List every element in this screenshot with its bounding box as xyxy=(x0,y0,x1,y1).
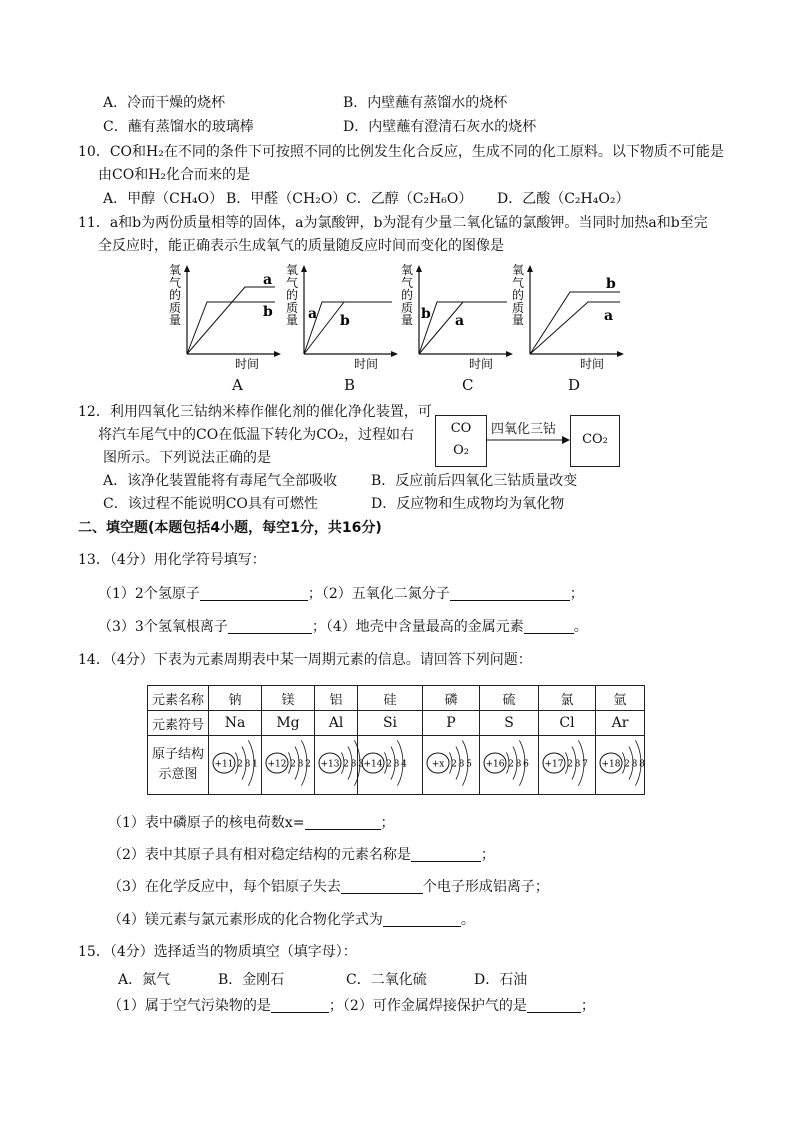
svg-text:的: 的 xyxy=(512,288,525,302)
svg-text:的: 的 xyxy=(401,288,414,302)
q14-part2-label: （2）表中其原子具有相对稳定结构的元素名称是 xyxy=(108,847,411,863)
q10-stem-line2: 由CO和H₂化合而来的是 xyxy=(98,167,251,183)
product-box xyxy=(570,415,620,467)
q12-stem-line2: 将汽车尾气中的CO在低温下转化为CO₂，过程如右 xyxy=(98,427,414,443)
q9-option-c: C．蘸有蒸馏水的玻璃棒 xyxy=(103,119,254,135)
atom-diagram-svg xyxy=(540,736,595,790)
svg-text:量: 量 xyxy=(512,313,525,327)
shell-electron-count: 8 xyxy=(515,759,521,770)
shell-electron-count: 1 xyxy=(251,759,258,770)
shell-electron-count: 2 xyxy=(450,759,457,770)
q14-part2-blank[interactable] xyxy=(411,847,481,862)
q13-part1-blank[interactable] xyxy=(200,586,308,601)
q12-stem-line3: 图所示。下列说法正确的是 xyxy=(103,450,271,466)
svg-text:质: 质 xyxy=(169,301,182,315)
catalyst-label: 四氧化三钴 xyxy=(491,422,557,437)
svg-text:氧: 氧 xyxy=(169,263,182,277)
shell-electron-count: 2 xyxy=(566,759,573,770)
q12-option-a: A．该净化装置能将有毒尾气全部吸收 xyxy=(103,473,338,489)
svg-text:量: 量 xyxy=(169,313,182,327)
element-name: 氩 xyxy=(596,686,645,711)
atom-diagram xyxy=(262,736,315,795)
svg-text:量: 量 xyxy=(286,313,299,327)
row-header-structure-1: 原子结构 xyxy=(151,747,204,762)
q13-part4-label: ；（4）地壳中含量最高的金属元素 xyxy=(311,619,524,635)
series-a-label: a xyxy=(308,306,318,322)
atomic-structure-row xyxy=(148,736,645,795)
semicolon: ； xyxy=(480,847,495,863)
row-header-symbol: 元素符号 xyxy=(148,711,209,736)
x-axis-label: 时间 xyxy=(469,357,494,371)
q13-part3-blank[interactable] xyxy=(228,619,312,634)
q10-option-a: A．甲醇（CH₄O） xyxy=(103,191,224,207)
q13-part2-blank[interactable] xyxy=(450,586,570,601)
element-name: 铝 xyxy=(315,686,358,711)
element-name: 硫 xyxy=(480,686,539,711)
q12-stem-line1: 12．利用四氧化三钴纳米棒作催化剂的催化净化装置，可 xyxy=(78,404,432,420)
atom-diagram xyxy=(358,736,423,795)
q11-stem-line2: 全反应时，能正确表示生成氧气的质量随反应时间而变化的图像是 xyxy=(98,238,504,254)
graph-b-caption: B xyxy=(344,376,356,394)
q14-part2 xyxy=(108,845,495,865)
q13-row1 xyxy=(98,584,584,604)
element-name: 磷 xyxy=(423,686,480,711)
q15-part1-label: （1）属于空气污染物的是 xyxy=(108,998,271,1014)
row-header-structure-2: 示意图 xyxy=(158,767,198,782)
q14-part1-blank[interactable] xyxy=(305,815,381,830)
q10-stem-line1: 10．CO和H₂在不同的条件下可按照不同的比例发生化合反应，生成不同的化工原料。以下物质不可能是 xyxy=(78,144,724,160)
graph-d xyxy=(508,262,628,374)
shell-electron-count: 8 xyxy=(244,759,250,770)
q13-row2 xyxy=(98,617,588,637)
q9-option-d: D．内壁蘸有澄清石灰水的烧杯 xyxy=(343,119,537,135)
shell-electron-count: 2 xyxy=(236,759,243,770)
q14-title: 14．（4分）下表为元素周期表中某一周期元素的信息。请回答下列问题： xyxy=(78,652,532,668)
q14-part3-label: （3）在化学反应中，每个铝原子失去 xyxy=(108,879,341,895)
series-b-label: b xyxy=(340,313,350,329)
svg-text:气: 气 xyxy=(512,276,525,290)
atom-diagram-svg xyxy=(481,736,538,790)
q14-part3-suffix: 个电子形成铝离子； xyxy=(422,879,549,895)
shell-electron-count: 3 xyxy=(357,759,364,770)
atom-diagram xyxy=(480,736,539,795)
q9-option-b: B．内壁蘸有蒸馏水的烧杯 xyxy=(343,95,508,111)
series-b-label: b xyxy=(421,306,431,322)
x-axis-label: 时间 xyxy=(580,357,605,371)
q14-part1-label: （1）表中磷原子的核电荷数x= xyxy=(108,815,305,831)
shell-electron-count: 4 xyxy=(400,759,407,770)
element-symbol: Si xyxy=(358,711,423,736)
q10-option-c: C．乙醇（C₂H₆O） xyxy=(346,191,473,207)
shell-electron-count: 2 xyxy=(507,759,514,770)
graph-d-caption: D xyxy=(568,376,581,394)
svg-text:氧: 氧 xyxy=(512,263,525,277)
semicolon: ； xyxy=(569,586,584,602)
atom-diagram xyxy=(423,736,480,795)
shell-electron-count: 2 xyxy=(304,759,311,770)
q14-part3 xyxy=(108,877,549,897)
shell-electron-count: 2 xyxy=(342,759,349,770)
svg-text:气: 气 xyxy=(401,276,414,290)
svg-text:质: 质 xyxy=(512,301,525,315)
series-a-label: a xyxy=(604,308,614,324)
arrow-icon xyxy=(486,434,570,446)
atom-diagram-svg xyxy=(316,736,364,790)
shell-electron-count: 8 xyxy=(574,759,580,770)
shell-electron-count: 8 xyxy=(638,759,645,770)
element-symbol: P xyxy=(423,711,480,736)
y-axis-label xyxy=(169,263,181,327)
nucleus-charge: +18 xyxy=(601,759,620,770)
q14-part3-blank[interactable] xyxy=(341,879,423,894)
series-b-label: b xyxy=(606,276,616,292)
shell-electron-count: 8 xyxy=(458,759,464,770)
atom-diagram-svg xyxy=(210,736,261,790)
q15-option-a: A．氮气 xyxy=(118,972,171,988)
element-symbol: S xyxy=(480,711,539,736)
svg-text:质: 质 xyxy=(286,301,299,315)
nucleus-charge: +11 xyxy=(214,759,233,770)
graph-b xyxy=(282,262,402,374)
product-co2: CO₂ xyxy=(582,432,608,447)
q15-option-c: C．二氧化硫 xyxy=(346,972,427,988)
q15-row1 xyxy=(108,996,595,1016)
semicolon: ； xyxy=(380,815,395,831)
graph-c-caption: C xyxy=(462,376,474,394)
svg-text:氧: 氧 xyxy=(401,263,414,277)
q9-option-a: A．冷而干燥的烧杯 xyxy=(103,95,226,111)
q13-part3-label: （3）3个氢氧根离子 xyxy=(98,619,228,635)
q12-option-b: B．反应前后四氧化三钴质量改变 xyxy=(371,473,578,489)
nucleus-charge: +12 xyxy=(267,759,286,770)
periodic-table xyxy=(147,685,645,795)
element-name: 镁 xyxy=(262,686,315,711)
period: 。 xyxy=(460,912,475,928)
shell-electron-count: 2 xyxy=(385,759,392,770)
q10-option-b: B．甲醛（CH₂O） xyxy=(226,191,347,207)
nucleus-charge: +16 xyxy=(485,759,504,770)
q14-part4-blank[interactable] xyxy=(383,912,461,927)
y-axis-label xyxy=(401,263,413,327)
q12-option-d: D．反应物和生成物均为氧化物 xyxy=(371,496,565,512)
graph-a xyxy=(165,262,285,374)
section-2-title: 二、填空题(本题包括4小题，每空1分，共16分) xyxy=(78,520,382,536)
series-a-label: a xyxy=(455,313,465,329)
element-symbol: Cl xyxy=(539,711,596,736)
q13-part1-label: （1）2个氢原子 xyxy=(98,586,200,602)
semicolon: ； xyxy=(580,998,595,1014)
y-axis-label xyxy=(512,263,524,327)
q15-title: 15．（4分）选择适当的物质填空（填字母）： xyxy=(78,944,357,960)
shell-electron-count: 8 xyxy=(393,759,399,770)
q15-part2-label: ；（2）可作金属焊接保护气的是 xyxy=(328,998,527,1014)
q14-part4 xyxy=(108,910,475,930)
q15-part2-blank[interactable] xyxy=(527,998,581,1013)
atom-diagram xyxy=(596,736,645,795)
graph-a-caption: A xyxy=(232,376,243,394)
svg-text:气: 气 xyxy=(169,276,182,290)
element-symbol: Mg xyxy=(262,711,315,736)
element-name-row xyxy=(148,686,645,711)
nucleus-charge: +13 xyxy=(320,759,339,770)
atom-diagram xyxy=(315,736,364,795)
element-symbol-row xyxy=(148,711,645,736)
shell-electron-count: 5 xyxy=(465,759,472,770)
svg-text:质: 质 xyxy=(401,301,414,315)
shell-electron-count: 2 xyxy=(623,759,630,770)
atom-diagram xyxy=(209,736,262,795)
q14-part1 xyxy=(108,813,395,833)
q15-part1-blank[interactable] xyxy=(271,998,329,1013)
row-header-structure xyxy=(148,736,209,795)
q12-option-c: C．该过程不能说明CO具有可燃性 xyxy=(103,496,318,512)
atom-diagram-svg xyxy=(263,736,314,790)
shell-electron-count: 8 xyxy=(350,759,356,770)
y-axis-label xyxy=(286,263,298,327)
reactant-co: CO xyxy=(450,421,472,436)
shell-electron-count: 8 xyxy=(631,759,637,770)
q13-part4-blank[interactable] xyxy=(524,619,574,634)
element-name: 硅 xyxy=(358,686,423,711)
x-axis-label: 时间 xyxy=(235,357,260,371)
svg-text:氧: 氧 xyxy=(286,263,299,277)
shell-electron-count: 7 xyxy=(581,759,588,770)
svg-text:气: 气 xyxy=(286,276,299,290)
x-axis-label: 时间 xyxy=(354,357,379,371)
q11-stem-line1: 11．a和b为两份质量相等的固体，a为氯酸钾，b为混有少量二氧化锰的氯酸钾。当同时加热a和b至完 xyxy=(78,215,708,231)
series-b-line xyxy=(187,302,275,354)
element-name: 钠 xyxy=(209,686,262,711)
row-header-name: 元素名称 xyxy=(148,686,209,711)
element-symbol: Na xyxy=(209,711,262,736)
q13-part2-label: ；（2）五氧化二氮分子 xyxy=(307,586,450,602)
q10-option-d: D．乙酸（C₂H₄O₂） xyxy=(497,191,630,207)
atom-diagram-svg xyxy=(424,736,479,790)
shell-electron-count: 6 xyxy=(522,759,529,770)
q15-option-b: B．金刚石 xyxy=(218,972,285,988)
series-a-label: a xyxy=(263,272,273,288)
element-symbol: Al xyxy=(315,711,358,736)
svg-text:的: 的 xyxy=(286,288,299,302)
series-b-label: b xyxy=(263,304,273,320)
reactant-o2: O₂ xyxy=(453,443,469,458)
q15-option-d: D．石油 xyxy=(474,972,528,988)
element-symbol: Ar xyxy=(596,711,645,736)
element-name: 氯 xyxy=(539,686,596,711)
q13-title: 13．（4分）用化学符号填写： xyxy=(78,552,266,568)
shell-electron-count: 2 xyxy=(289,759,296,770)
atom-diagram-svg xyxy=(359,736,422,790)
atom-diagram-svg xyxy=(597,736,644,790)
nucleus-charge: +x xyxy=(431,759,444,770)
nucleus-charge: +17 xyxy=(544,759,563,770)
period: 。 xyxy=(573,619,588,635)
svg-text:量: 量 xyxy=(401,313,414,327)
reactant-box xyxy=(435,415,487,467)
atom-diagram xyxy=(539,736,596,795)
graph-c xyxy=(397,262,517,374)
svg-text:的: 的 xyxy=(169,288,182,302)
nucleus-charge: +14 xyxy=(363,759,382,770)
q14-part4-label: （4）镁元素与氯元素形成的化合物化学式为 xyxy=(108,912,383,928)
shell-electron-count: 8 xyxy=(297,759,303,770)
